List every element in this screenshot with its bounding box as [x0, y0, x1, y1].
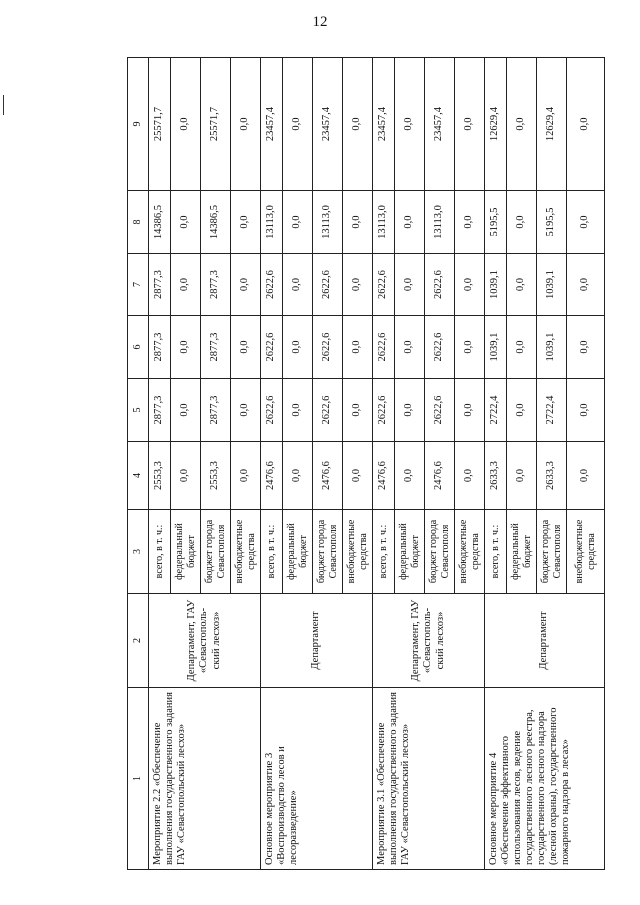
value-cell: 5195,5	[537, 191, 567, 254]
value-cell: 2622,6	[425, 379, 455, 442]
table-row	[485, 58, 507, 870]
value-cell: 0,0	[231, 254, 261, 316]
source-cell: бюджет города Севастополя	[425, 510, 455, 594]
header-cell: 8	[128, 191, 149, 254]
value-cell: 13113,0	[425, 191, 455, 254]
value-cell: 13113,0	[261, 191, 283, 254]
value-cell: 0,0	[283, 191, 313, 254]
value-cell: 0,0	[343, 254, 373, 316]
value-cell: 0,0	[283, 379, 313, 442]
value-cell: 0,0	[171, 58, 201, 191]
value-cell: 23457,4	[261, 58, 283, 191]
header-cell: 7	[128, 254, 149, 316]
value-cell: 0,0	[507, 379, 537, 442]
value-cell: 0,0	[507, 254, 537, 316]
source-cell: всего, в т. ч.:	[149, 510, 171, 594]
value-cell: 0,0	[455, 191, 485, 254]
table-container	[127, 58, 597, 870]
value-cell: 23457,4	[313, 58, 343, 191]
source-cell: бюджет города Севастополя	[313, 510, 343, 594]
source-cell: федеральный бюджет	[395, 510, 425, 594]
source-cell: внебюджетные средства	[567, 510, 605, 594]
value-cell: 0,0	[455, 442, 485, 510]
value-cell: 2877,3	[149, 379, 171, 442]
value-cell: 1039,1	[485, 254, 507, 316]
value-cell: 0,0	[231, 191, 261, 254]
value-cell: 2877,3	[201, 316, 231, 379]
value-cell: 0,0	[343, 442, 373, 510]
source-cell: всего, в т. ч.:	[485, 510, 507, 594]
value-cell: 2622,6	[425, 254, 455, 316]
value-cell: 0,0	[343, 316, 373, 379]
value-cell: 14386,5	[149, 191, 171, 254]
value-cell: 0,0	[395, 254, 425, 316]
value-cell: 0,0	[231, 58, 261, 191]
value-cell: 0,0	[567, 58, 605, 191]
value-cell: 0,0	[507, 191, 537, 254]
source-cell: внебюджетные средства	[455, 510, 485, 594]
value-cell: 2476,6	[425, 442, 455, 510]
value-cell: 0,0	[395, 58, 425, 191]
value-cell: 2877,3	[149, 316, 171, 379]
value-cell: 2633,3	[537, 442, 567, 510]
value-cell: 2622,6	[373, 254, 395, 316]
table-row	[261, 58, 283, 870]
value-cell: 0,0	[455, 316, 485, 379]
value-cell: 1039,1	[537, 316, 567, 379]
value-cell: 0,0	[567, 191, 605, 254]
budget-table	[127, 57, 605, 870]
value-cell: 0,0	[395, 316, 425, 379]
value-cell: 5195,5	[485, 191, 507, 254]
value-cell: 12629,4	[537, 58, 567, 191]
value-cell: 0,0	[567, 442, 605, 510]
value-cell: 2877,3	[201, 379, 231, 442]
value-cell: 0,0	[171, 442, 201, 510]
margin-mark	[3, 95, 4, 115]
value-cell: 0,0	[567, 254, 605, 316]
value-cell: 13113,0	[373, 191, 395, 254]
header-cell: 9	[128, 58, 149, 191]
value-cell: 0,0	[567, 316, 605, 379]
measure-cell: Мероприятие 2.2 «Обеспечение выполнения государственного задания ГАУ «Севастопольский лесхоз»	[149, 688, 261, 870]
value-cell: 2633,3	[485, 442, 507, 510]
value-cell: 23457,4	[373, 58, 395, 191]
value-cell: 2722,4	[537, 379, 567, 442]
value-cell: 2622,6	[313, 379, 343, 442]
value-cell: 2476,6	[261, 442, 283, 510]
value-cell: 0,0	[231, 316, 261, 379]
value-cell: 2553,3	[201, 442, 231, 510]
source-cell: бюджет города Севастополя	[537, 510, 567, 594]
value-cell: 0,0	[455, 58, 485, 191]
measure-cell: Основное мероприятие 4 «Обеспечение эффективного использования лесов, ведение государственного лесного реестра, государственного лесного надзора (лесной охраны), государственного пожарного надзора в лесах»	[485, 688, 605, 870]
value-cell: 2622,6	[261, 316, 283, 379]
executor-cell: Департамент	[485, 594, 605, 688]
value-cell: 0,0	[231, 442, 261, 510]
value-cell: 0,0	[283, 442, 313, 510]
value-cell: 25571,7	[149, 58, 171, 191]
source-cell: федеральный бюджет	[507, 510, 537, 594]
executor-cell: Департамент	[261, 594, 373, 688]
measure-cell: Мероприятие 3.1 «Обеспечение выполнения государственного задания ГАУ «Севастопольский лесхоз»	[373, 688, 485, 870]
source-cell: внебюджетные средства	[231, 510, 261, 594]
measure-cell: Основное мероприятие 3 «Воспроизводство лесов и лесоразведение»	[261, 688, 373, 870]
value-cell: 0,0	[395, 442, 425, 510]
table-row	[149, 58, 171, 870]
value-cell: 0,0	[171, 316, 201, 379]
value-cell: 2622,6	[313, 316, 343, 379]
source-cell: внебюджетные средства	[343, 510, 373, 594]
value-cell: 2476,6	[313, 442, 343, 510]
value-cell: 14386,5	[201, 191, 231, 254]
source-cell: федеральный бюджет	[283, 510, 313, 594]
value-cell: 25571,7	[201, 58, 231, 191]
rotated-table	[127, 58, 597, 870]
value-cell: 12629,4	[485, 58, 507, 191]
value-cell: 0,0	[507, 316, 537, 379]
executor-cell: Департамент, ГАУ «Севастополь-ский лесхоз»	[373, 594, 485, 688]
value-cell: 0,0	[171, 254, 201, 316]
value-cell: 0,0	[507, 442, 537, 510]
source-cell: бюджет города Севастополя	[201, 510, 231, 594]
value-cell: 0,0	[343, 191, 373, 254]
value-cell: 2622,6	[261, 379, 283, 442]
value-cell: 0,0	[283, 254, 313, 316]
value-cell: 2622,6	[373, 379, 395, 442]
value-cell: 0,0	[283, 58, 313, 191]
value-cell: 2877,3	[149, 254, 171, 316]
value-cell: 2553,3	[149, 442, 171, 510]
value-cell: 0,0	[283, 316, 313, 379]
table-row	[373, 58, 395, 870]
value-cell: 0,0	[231, 379, 261, 442]
value-cell: 0,0	[171, 379, 201, 442]
source-cell: федеральный бюджет	[171, 510, 201, 594]
value-cell: 2877,3	[201, 254, 231, 316]
header-cell: 4	[128, 442, 149, 510]
value-cell: 2476,6	[373, 442, 395, 510]
header-cell: 3	[128, 510, 149, 594]
value-cell: 0,0	[455, 379, 485, 442]
executor-cell: Департамент, ГАУ «Севастополь-ский лесхоз»	[149, 594, 261, 688]
value-cell: 0,0	[343, 58, 373, 191]
source-cell: всего, в т. ч.:	[373, 510, 395, 594]
value-cell: 0,0	[343, 379, 373, 442]
value-cell: 0,0	[507, 58, 537, 191]
header-row	[128, 58, 149, 870]
header-cell: 2	[128, 594, 149, 688]
header-cell: 5	[128, 379, 149, 442]
value-cell: 1039,1	[537, 254, 567, 316]
value-cell: 0,0	[395, 191, 425, 254]
value-cell: 0,0	[171, 191, 201, 254]
header-cell: 6	[128, 316, 149, 379]
value-cell: 0,0	[455, 254, 485, 316]
value-cell: 2622,6	[313, 254, 343, 316]
value-cell: 2622,6	[425, 316, 455, 379]
page-number: 12	[312, 14, 328, 30]
value-cell: 1039,1	[485, 316, 507, 379]
source-cell: всего, в т. ч.:	[261, 510, 283, 594]
value-cell: 2622,6	[373, 316, 395, 379]
value-cell: 0,0	[567, 379, 605, 442]
value-cell: 23457,4	[425, 58, 455, 191]
value-cell: 2622,6	[261, 254, 283, 316]
value-cell: 13113,0	[313, 191, 343, 254]
header-cell: 1	[128, 688, 149, 870]
value-cell: 2722,4	[485, 379, 507, 442]
value-cell: 0,0	[395, 379, 425, 442]
